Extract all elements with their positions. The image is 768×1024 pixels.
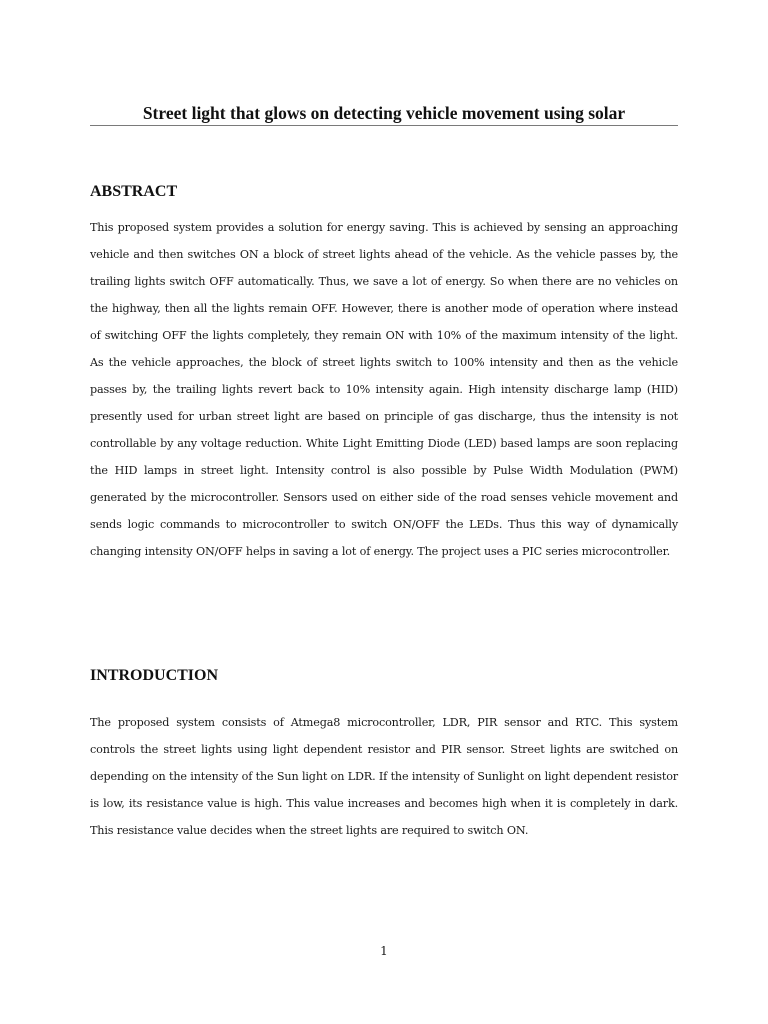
- introduction-paragraph: The proposed system consists of Atmega8 microcontroller, LDR, PIR sensor and RTC. This system controls the street lights using light dependent resistor and PIR sensor. Street lights are switched on depending on the intensity of the Sun light on LDR. If the intensity of Sunlight on light dependent resistor is low, its resistance value is high. This value increases and becomes high when it is completely in dark. This resistance value decides when the street lights are required to switch ON.: [90, 716, 678, 837]
- title-underline: [90, 125, 678, 126]
- abstract-paragraph: This proposed system provides a solution for energy saving. This is achieved by sensing an approaching vehicle and then switches ON a block of street lights ahead of the vehicle. As the vehicle passes by, the trailing lights switch OFF automatically. Thus, we save a lot of energy. So when there are no vehicles on the highway, then all the lights remain OFF. However, there is another mode of operation where instead of switching OFF the lights completely, they remain ON with 10% of the maximum intensity of the light. As the vehicle approaches, the block of street lights switch to 100% intensity and then as the vehicle passes by, the trailing lights revert back to 10% intensity again. High intensity discharge lamp (HID) presently used for urban street light are based on principle of gas discharge, thus the intensity is not controllable by any voltage reduction. White Light Emitting Diode (LED) based lamps are soon replacing the HID lamps in street light. Intensity control is also possible by Pulse Width Modulation (PWM) generated by the microcontroller. Sensors used on either side of the road senses vehicle movement and sends logic commands to microcontroller to switch ON/OFF the LEDs. Thus this way of dynamically changing intensity ON/OFF helps in saving a lot of energy. The project uses a PIC series microcontroller.: [90, 221, 678, 558]
- introduction-heading: INTRODUCTION: [90, 667, 219, 684]
- document-title: Street light that glows on detecting vehicle movement using solar: [142, 103, 626, 123]
- abstract-heading: ABSTRACT: [90, 183, 178, 200]
- page-number: 1: [380, 944, 388, 958]
